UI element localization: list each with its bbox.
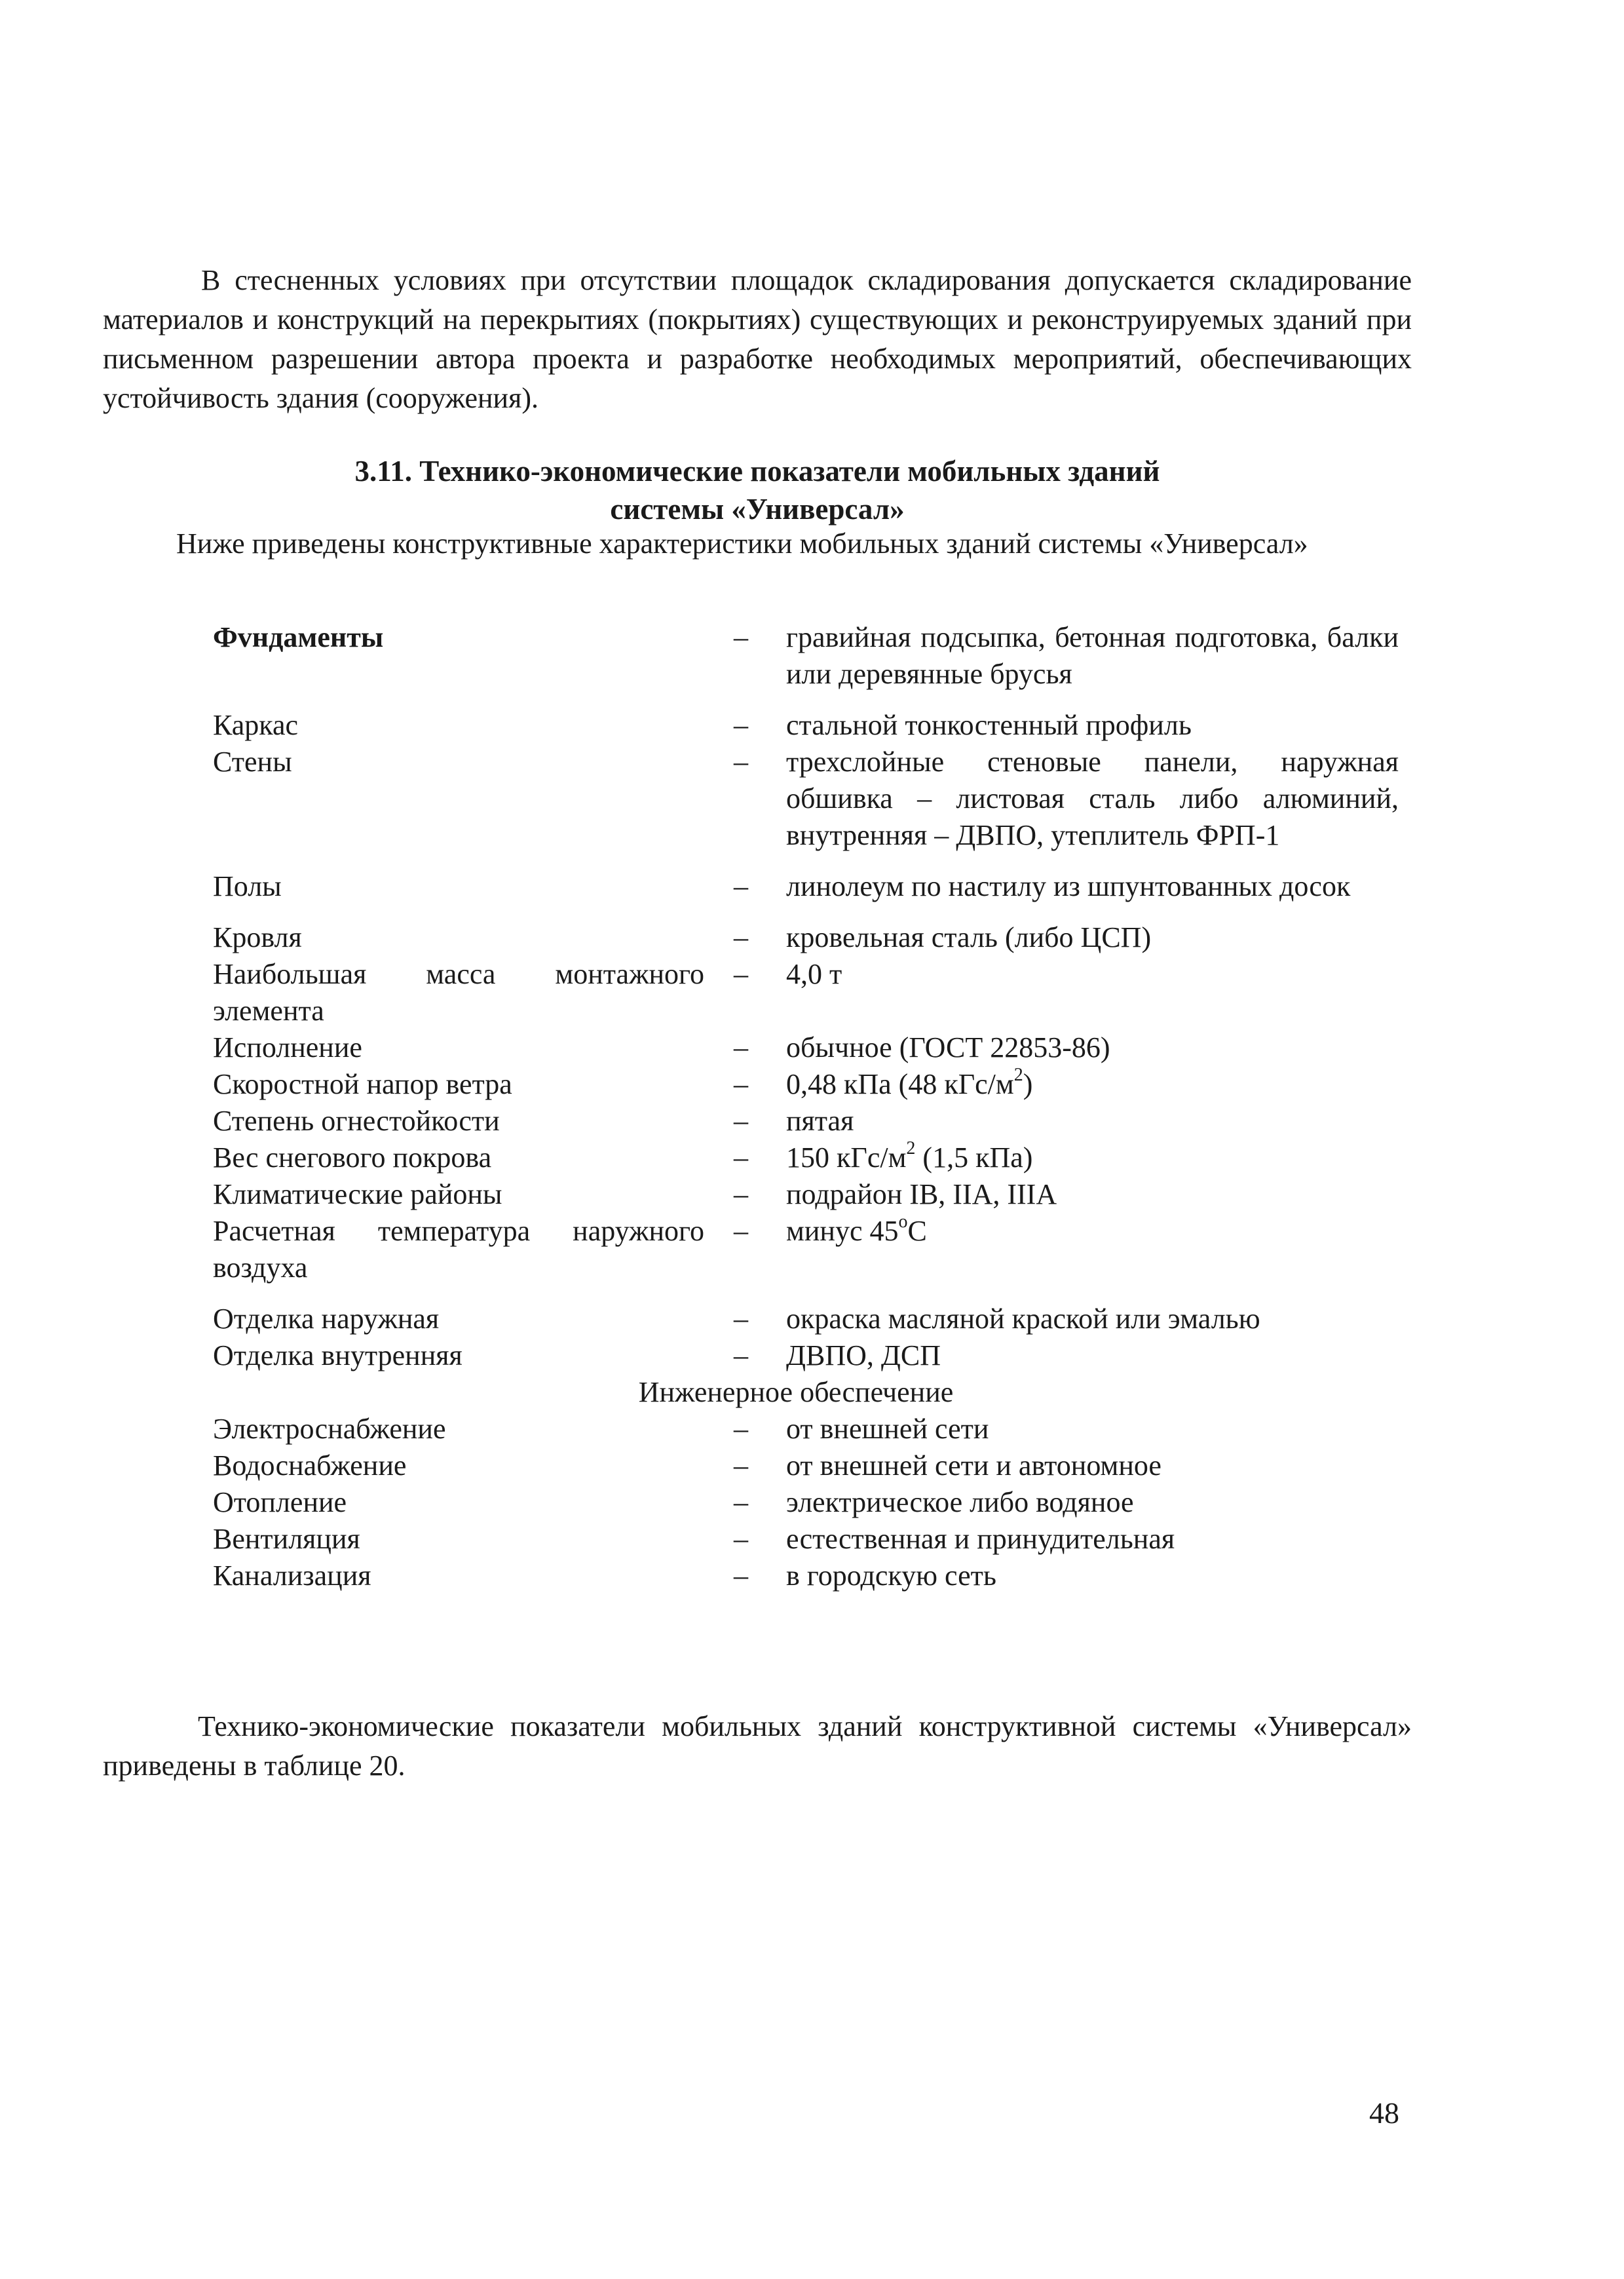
- spec-row-wind: [213, 1066, 1399, 1103]
- spec-value: от внешней сети и автономное: [786, 1449, 1161, 1482]
- spec-row-fire: [213, 1103, 1399, 1140]
- spec-row-exterior-finish: [213, 1301, 1399, 1337]
- spec-value: подрайон IВ, IIА, IIIА: [786, 1178, 1057, 1210]
- spec-row-foundations: [213, 619, 1399, 693]
- spec-value: линолеум по настилу из шпунтованных досок: [786, 870, 1351, 902]
- spec-dash: –: [734, 1178, 748, 1210]
- spec-label: Каркас: [213, 709, 299, 741]
- spec-dash: –: [734, 1486, 748, 1518]
- spec-label: Вес снегового покрова: [213, 1141, 492, 1174]
- spec-value: стальной тонкостенный профиль: [786, 709, 1192, 741]
- spec-label: Полы: [213, 870, 282, 902]
- spec-dash: –: [734, 1031, 748, 1063]
- spec-dash: –: [734, 746, 748, 778]
- intro-paragraph: В стесненных условиях при отсутствии площадок складирования допускается складирование материалов и конструкций на перекрытиях (покрытиях) существующих и реконструируемых зданий при письменном разрешении автора проекта и разработке необходимых мероприятий, обеспечивающих устойчивость здания (сооружения).: [103, 264, 1412, 414]
- spec-dash: –: [734, 921, 748, 953]
- section-heading-line2: системы «Универсал»: [610, 493, 905, 526]
- spec-dash: –: [734, 958, 748, 990]
- spec-label: Отделка внутренняя: [213, 1339, 463, 1371]
- spec-row-max-mass: [213, 956, 1399, 1029]
- closing-paragraph: Технико-экономические показатели мобильных зданий конструктивной системы «Универсал» приведены в таблице 20.: [103, 1710, 1412, 1782]
- spec-value: обычное (ГОСТ 22853-86): [786, 1031, 1110, 1063]
- spec-label: Наибольшая масса монтажного элемента: [213, 958, 704, 1027]
- spec-row-ventilation: [213, 1521, 1399, 1558]
- spec-row-water: [213, 1447, 1399, 1484]
- spec-label: Скоростной напор ветра: [213, 1068, 512, 1100]
- spec-row-frame: [213, 707, 1399, 744]
- spec-dash: –: [734, 1141, 748, 1174]
- spec-value: окраска масляной краской или эмалью: [786, 1303, 1260, 1335]
- spec-label: Исполнение: [213, 1031, 362, 1063]
- spec-value: пятая: [786, 1105, 854, 1137]
- spec-row-floors: [213, 868, 1399, 905]
- spec-row-climate: [213, 1176, 1399, 1213]
- spec-dash: –: [734, 709, 748, 741]
- spec-label: Степень огнестойкости: [213, 1105, 500, 1137]
- spec-dash: –: [734, 1303, 748, 1335]
- spec-row-temperature: [213, 1213, 1399, 1286]
- spec-row-interior-finish: [213, 1337, 1399, 1374]
- engineering-heading: Инженерное обеспечение: [638, 1376, 954, 1408]
- spec-dash: –: [734, 1339, 748, 1371]
- spec-row-power: [213, 1411, 1399, 1447]
- spec-value: естественная и принудительная: [786, 1523, 1175, 1555]
- spec-dash: –: [734, 1068, 748, 1100]
- spec-label: Водоснабжение: [213, 1449, 407, 1482]
- spec-label: Климатические районы: [213, 1178, 502, 1210]
- spec-label: Вентиляция: [213, 1523, 360, 1555]
- spec-list: [213, 619, 1399, 1594]
- spec-row-heating: [213, 1484, 1399, 1521]
- spec-dash: –: [734, 1560, 748, 1592]
- spec-label: Электроснабжение: [213, 1413, 446, 1445]
- spec-row-execution: [213, 1029, 1399, 1066]
- spec-dash: –: [734, 870, 748, 902]
- page-number: 48: [1369, 2096, 1399, 2130]
- spec-value: 150 кГс/$м^2$ (1,5 кПа): [786, 1138, 1033, 1174]
- spec-label: Канализация: [213, 1560, 371, 1592]
- spec-value: в городскую сеть: [786, 1560, 996, 1592]
- section-heading-line1: 3.11. Технико-экономические показатели мобильных зданий: [354, 455, 1160, 488]
- spec-dash: –: [734, 1105, 748, 1137]
- spec-value: трехслойные стеновые панели, наружная обшивка – листовая сталь либо алюминий, внутренняя – ДВПО, утеплитель ФРП-1: [786, 746, 1399, 851]
- spec-row-snow: [213, 1140, 1399, 1176]
- spec-value: гравийная подсыпка, бетонная подготовка, балки или деревянные брусья: [786, 621, 1399, 690]
- spec-dash: –: [734, 1413, 748, 1445]
- spec-dash: –: [734, 1449, 748, 1482]
- spec-dash: –: [734, 1523, 748, 1555]
- spec-dash: –: [734, 1215, 748, 1247]
- lead-paragraph: Ниже приведены конструктивные характеристики мобильных зданий системы «Универсал»: [176, 527, 1308, 560]
- spec-value: минус $45^оС$: [786, 1212, 927, 1247]
- spec-label: Стены: [213, 746, 292, 778]
- spec-label: Расчетная температура наружного воздуха: [213, 1215, 704, 1284]
- spec-value: кровельная сталь (либо ЦСП): [786, 921, 1152, 953]
- spec-row-roof: [213, 919, 1399, 956]
- spec-dash: –: [734, 621, 748, 653]
- spec-value: 0,48 кПа (48 кГс/$м^2$): [786, 1065, 1033, 1100]
- spec-label: Кровля: [213, 921, 302, 953]
- spec-value: электрическое либо водяное: [786, 1486, 1134, 1518]
- spec-label: Отделка наружная: [213, 1303, 440, 1335]
- spec-value: от внешней сети: [786, 1413, 989, 1445]
- spec-label: Фvндаменты: [213, 621, 384, 653]
- spec-value: 4,0 т: [786, 958, 842, 990]
- spec-label: Отопление: [213, 1486, 347, 1518]
- spec-value: ДВПО, ДСП: [786, 1339, 941, 1371]
- spec-row-walls: [213, 744, 1399, 854]
- spec-row-sewerage: [213, 1558, 1399, 1594]
